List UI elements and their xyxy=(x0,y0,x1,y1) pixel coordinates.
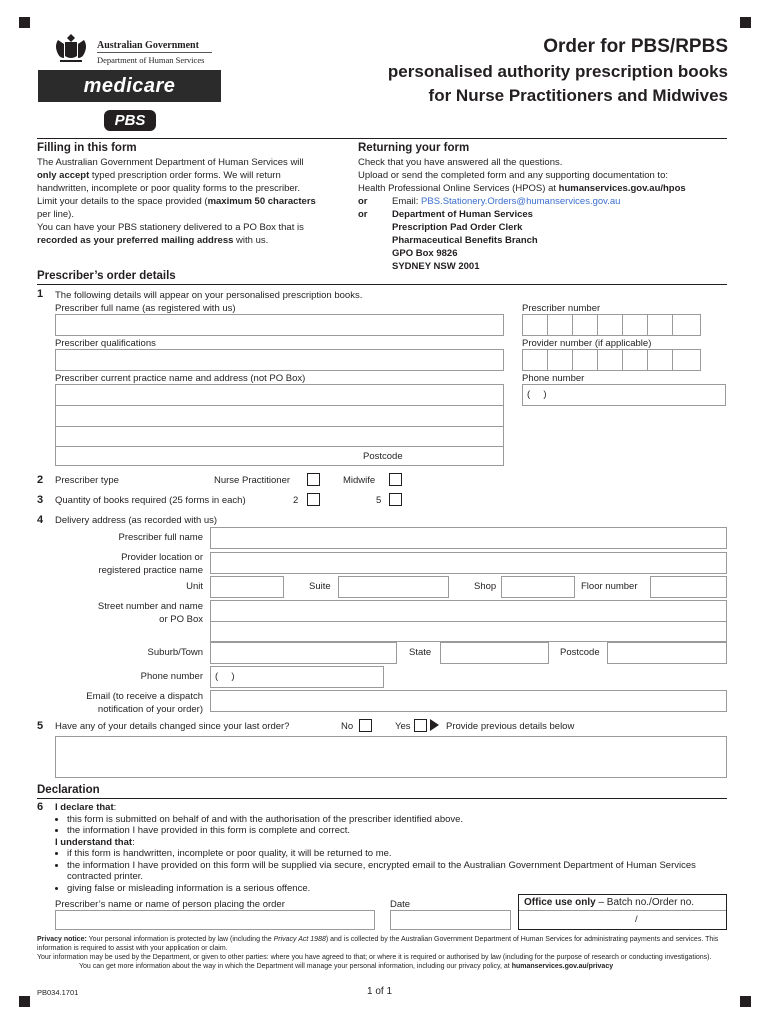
phone-area-paren: ( ) xyxy=(527,389,547,400)
filling-heading: Filling in this form xyxy=(37,142,137,154)
returning-heading: Returning your form xyxy=(358,142,470,154)
privacy-t1b: ) and is collected by the Australian Government Department of Human Services for administrating payments and services. This information is required to assist with your application or claim. xyxy=(37,936,719,952)
q5-label: Have any of your details changed since your last order? xyxy=(55,721,290,732)
digit-cell[interactable] xyxy=(572,349,598,371)
filling-p1c: typed prescription order forms. We will return xyxy=(89,170,281,181)
practice-line-divider xyxy=(56,426,503,427)
header-rule xyxy=(37,138,727,139)
q5-number: 5 xyxy=(37,720,44,732)
q5-no-checkbox[interactable] xyxy=(359,719,372,732)
digit-cell[interactable] xyxy=(622,349,648,371)
street-label xyxy=(98,600,203,626)
midwife-label: Midwife xyxy=(343,475,376,486)
q3-label: Quantity of books required (25 forms in each) xyxy=(55,495,246,506)
midwife-checkbox[interactable] xyxy=(389,473,402,486)
state-field[interactable] xyxy=(440,642,549,664)
phone-field[interactable] xyxy=(522,384,726,406)
understand-item: • giving false or misleading information is a serious offence. xyxy=(67,883,727,895)
prescriber-number-label: Prescriber number xyxy=(522,303,601,314)
digit-cell[interactable] xyxy=(522,314,548,336)
q1-text: The following details will appear on your personalised prescription books. xyxy=(55,290,363,301)
registration-mark-bottom-right xyxy=(740,996,751,1007)
delivery-full-name-field[interactable] xyxy=(210,527,727,549)
declarant-name-field[interactable] xyxy=(55,910,375,930)
postcode-label: Postcode xyxy=(363,451,403,462)
digit-cell[interactable] xyxy=(647,349,673,371)
digit-cell[interactable] xyxy=(672,314,701,336)
returning-l3b: humanservices.gov.au/hpos xyxy=(558,183,686,194)
q1-number: 1 xyxy=(37,288,44,300)
qualifications-label: Prescriber qualifications xyxy=(55,338,156,349)
shop-field[interactable] xyxy=(501,576,575,598)
declare-item: • the information I have provided in this form is complete and correct. xyxy=(67,825,727,837)
q6-number: 6 xyxy=(37,801,44,813)
suburb-label: Suburb/Town xyxy=(147,647,203,658)
previous-details-field[interactable] xyxy=(55,736,727,778)
practice-line-divider xyxy=(56,446,503,447)
filling-p1a: The Australian Government Department of Human Services will xyxy=(37,157,304,168)
location-line2: registered practice name xyxy=(98,565,203,576)
nurse-practitioner-checkbox[interactable] xyxy=(307,473,320,486)
returning-address xyxy=(392,208,538,273)
declare-item: • this form is submitted on behalf of and with the authorisation of the prescriber identified above. xyxy=(67,814,727,826)
privacy-t1a: Your personal information is protected by law (including the xyxy=(86,936,274,943)
street-line2: or PO Box xyxy=(159,614,203,625)
batch-slash: / xyxy=(635,914,638,925)
shop-label: Shop xyxy=(474,581,497,592)
form-title-line-1: Order for PBS/RPBS xyxy=(543,36,728,57)
returning-addr5: SYDNEY NSW 2001 xyxy=(392,261,480,272)
practice-line-divider xyxy=(56,405,503,406)
filling-p3c: with us. xyxy=(233,235,269,246)
digit-cell[interactable] xyxy=(647,314,673,336)
gov-rule xyxy=(97,52,212,53)
suite-label: Suite xyxy=(309,581,331,592)
suburb-field[interactable] xyxy=(210,642,397,664)
street-line1: Street number and name xyxy=(97,601,203,612)
form-code: PB034.1701 xyxy=(37,988,79,997)
filling-p2c: per line). xyxy=(37,209,74,220)
filling-p3a: You can have your PBS stationery delivered to a PO Box that is xyxy=(37,222,304,233)
form-title-line-3: for Nurse Practitioners and Midwives xyxy=(428,86,728,105)
understand-item: • if this form is handwritten, incomplete or poor quality, it will be returned to me. xyxy=(67,848,727,860)
returning-l1: Check that you have answered all the questions. xyxy=(358,157,563,168)
dept-name: Department of Human Services xyxy=(97,55,205,65)
q5-yes-checkbox[interactable] xyxy=(414,719,427,732)
privacy-t2: Your information may be used by the Department, or given to other parties: where you have agreed to that; or where it is required or authorised by law (including for the purpose of research or conducting investigations). xyxy=(37,954,712,961)
nurse-practitioner-label: Nurse Practitioner xyxy=(214,475,291,486)
delivery-postcode-field[interactable] xyxy=(607,642,727,664)
filling-text xyxy=(37,156,357,247)
street-field[interactable] xyxy=(210,600,727,642)
q3-number: 3 xyxy=(37,494,44,506)
office-use-divider xyxy=(519,910,726,911)
delivery-phone-paren: ( ) xyxy=(215,671,235,682)
digit-cell[interactable] xyxy=(597,349,623,371)
q4-label: Delivery address (as recorded with us) xyxy=(55,515,218,526)
arrow-right-icon xyxy=(430,719,439,731)
returning-addr2: Prescription Pad Order Clerk xyxy=(392,222,523,233)
location-line1: Provider location or xyxy=(121,552,203,563)
quantity-2-label: 2 xyxy=(293,495,299,506)
q5-no-label: No xyxy=(341,721,354,732)
date-label: Date xyxy=(390,899,411,910)
digit-cell[interactable] xyxy=(547,349,573,371)
quantity-5-checkbox[interactable] xyxy=(389,493,402,506)
coat-of-arms-icon xyxy=(50,30,92,69)
declaration-rule xyxy=(37,798,727,799)
medicare-logo xyxy=(38,70,221,102)
returning-addr4: GPO Box 9826 xyxy=(392,248,458,259)
email-line2: notification of your order) xyxy=(97,704,203,715)
digit-cell[interactable] xyxy=(547,314,573,336)
office-use-label xyxy=(524,897,694,908)
state-label: State xyxy=(409,647,432,658)
understand-heading: I understand that xyxy=(55,836,133,848)
delivery-full-name-label: Prescriber full name xyxy=(118,532,203,543)
unit-label: Unit xyxy=(186,581,203,592)
privacy-bold: Privacy notice: xyxy=(37,936,87,943)
prescriber-rule xyxy=(37,284,727,285)
delivery-email-label xyxy=(86,690,203,716)
delivery-email-field[interactable] xyxy=(210,690,727,712)
prescriber-heading: Prescriber’s order details xyxy=(37,270,176,282)
office-use-box xyxy=(518,894,727,930)
medicare-logo-text: medicare xyxy=(83,75,176,97)
privacy-act: Privacy Act 1988 xyxy=(273,936,326,943)
registration-mark-top-right xyxy=(740,17,751,28)
pbs-logo xyxy=(104,110,156,131)
floor-number-field[interactable] xyxy=(650,576,727,598)
digit-cell[interactable] xyxy=(522,349,548,371)
registration-mark-bottom-left xyxy=(19,996,30,1007)
filling-p2a: Limit your details to the space provided ( xyxy=(37,196,208,207)
understand-item: • the information I have provided on this form will be supplied via secure, encrypted email to the Australian Government Department of Human Services contracted printer. xyxy=(67,860,727,883)
privacy-t3a: You can get more information about the way in which the Department will manage your personal information, including our privacy policy, at xyxy=(79,963,512,970)
q4-number: 4 xyxy=(37,514,44,526)
returning-email-line xyxy=(392,195,620,208)
digit-cell[interactable] xyxy=(572,314,598,336)
office-use-bold: Office use only xyxy=(524,897,596,908)
email-line1: Email (to receive a dispatch xyxy=(86,691,203,702)
privacy-link[interactable]: humanservices.gov.au/privacy xyxy=(511,963,614,970)
street-line-divider xyxy=(211,621,726,622)
floor-number-label: Floor number xyxy=(581,581,638,592)
understand-colon: : xyxy=(132,836,135,848)
phone-label: Phone number xyxy=(522,373,585,384)
returning-text xyxy=(358,156,738,195)
returning-email-label: Email: xyxy=(392,196,422,207)
returning-addr3: Pharmaceutical Benefits Branch xyxy=(392,235,538,246)
declare-colon: : xyxy=(113,802,117,813)
practice-label: Prescriber current practice name and address (not PO Box) xyxy=(55,373,306,384)
q2-number: 2 xyxy=(37,474,44,486)
declaration-text xyxy=(55,802,727,894)
unit-field[interactable] xyxy=(210,576,284,598)
q2-label: Prescriber type xyxy=(55,475,119,486)
returning-or-1: or xyxy=(358,196,368,207)
date-field[interactable] xyxy=(390,910,511,930)
filling-p2b: maximum 50 characters xyxy=(207,196,316,207)
delivery-phone-label: Phone number xyxy=(140,671,203,682)
filling-p1d: handwritten, incomplete or poor quality forms to the prescriber. xyxy=(37,183,300,194)
returning-l2: Upload or send the completed form and any supporting documentation to: xyxy=(358,170,668,181)
q5-yes-label: Yes xyxy=(395,721,411,732)
returning-addr1: Department of Human Services xyxy=(392,209,533,220)
digit-cell[interactable] xyxy=(672,349,701,371)
filling-p1b: only accept xyxy=(37,170,90,181)
gov-name: Australian Government xyxy=(97,40,199,51)
delivery-phone-field[interactable] xyxy=(210,666,384,688)
provider-number-label: Provider number (if applicable) xyxy=(522,338,652,349)
returning-email-link[interactable]: PBS.Stationery.Orders@humanservices.gov.au xyxy=(421,196,621,207)
quantity-2-checkbox[interactable] xyxy=(307,493,320,506)
digit-cell[interactable] xyxy=(622,314,648,336)
suite-field[interactable] xyxy=(338,576,449,598)
office-use-rest: – Batch no./Order no. xyxy=(595,897,695,908)
pbs-logo-text: PBS xyxy=(114,112,146,129)
returning-l3a: Health Professional Online Services (HPOS) at xyxy=(358,183,559,194)
returning-or-2: or xyxy=(358,209,368,220)
registration-mark-top-left xyxy=(19,17,30,28)
delivery-postcode-label: Postcode xyxy=(560,647,600,658)
form-title-line-2: personalised authority prescription books xyxy=(387,62,728,81)
prescriber-full-name-label: Prescriber full name (as registered with us) xyxy=(55,303,236,314)
prescriber-full-name-field[interactable] xyxy=(55,314,504,336)
q5-provide-label: Provide previous details below xyxy=(446,721,575,732)
qualifications-field[interactable] xyxy=(55,349,504,371)
delivery-location-label xyxy=(98,551,203,577)
declaration-heading: Declaration xyxy=(37,784,100,796)
delivery-location-field[interactable] xyxy=(210,552,727,574)
declarant-name-label: Prescriber’s name or name of person placing the order xyxy=(55,899,285,910)
page-number: 1 of 1 xyxy=(367,986,393,997)
filling-p3b: recorded as your preferred mailing address xyxy=(37,235,234,246)
practice-address-field[interactable] xyxy=(55,384,504,466)
privacy-notice xyxy=(37,935,727,971)
digit-cell[interactable] xyxy=(597,314,623,336)
quantity-5-label: 5 xyxy=(376,495,382,506)
declare-heading: I declare that xyxy=(55,802,114,813)
